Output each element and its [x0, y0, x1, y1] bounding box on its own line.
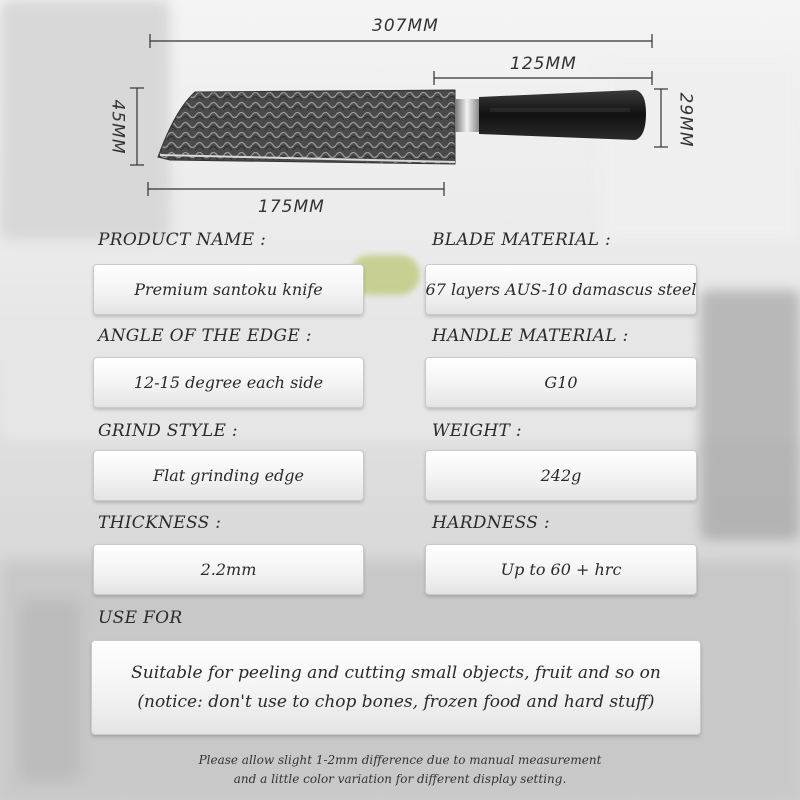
- weight-value: 242g: [425, 450, 697, 501]
- knife-bolster: [455, 99, 479, 132]
- dim-handle-length: 125MM: [510, 54, 577, 74]
- footnote-line-1: Please allow slight 1-2mm difference due to manual measurement: [198, 753, 602, 767]
- thickness-label: THICKNESS :: [98, 513, 222, 533]
- use-for-line-1: Suitable for peeling and cutting small objects, fruit and so on: [131, 662, 661, 683]
- dim-blade-length: 175MM: [258, 197, 325, 217]
- knife-handle: [479, 90, 646, 140]
- footnote: [0, 751, 800, 789]
- product-name-label: PRODUCT NAME :: [98, 230, 267, 250]
- hardness-label: HARDNESS :: [432, 513, 550, 533]
- product-name-value: Premium santoku knife: [93, 264, 364, 315]
- thickness-value: 2.2mm: [93, 544, 364, 595]
- dim-total-length: 307MM: [372, 16, 439, 36]
- knife-blade: [158, 90, 455, 164]
- handle-material-value: G10: [425, 357, 697, 408]
- handle-material-label: HANDLE MATERIAL :: [432, 326, 629, 346]
- grind-style-label: GRIND STYLE :: [98, 421, 238, 441]
- use-for-box: [91, 640, 701, 735]
- use-for-line-2: (notice: don't use to chop bones, frozen food and hard stuff): [137, 691, 655, 712]
- blade-material-label: BLADE MATERIAL :: [432, 230, 612, 250]
- dim-blade-height: 45MM: [107, 99, 128, 155]
- footnote-line-2: and a little color variation for different display setting.: [233, 772, 567, 786]
- use-for-label: USE FOR: [98, 608, 183, 628]
- weight-label: WEIGHT :: [432, 421, 522, 441]
- grind-style-value: Flat grinding edge: [93, 450, 364, 501]
- blade-material-value: 67 layers AUS-10 damascus steel: [425, 264, 697, 315]
- hardness-value: Up to 60 + hrc: [425, 544, 697, 595]
- edge-angle-value: 12-15 degree each side: [93, 357, 364, 408]
- dim-handle-height: 29MM: [675, 92, 696, 148]
- edge-angle-label: ANGLE OF THE EDGE :: [98, 326, 312, 346]
